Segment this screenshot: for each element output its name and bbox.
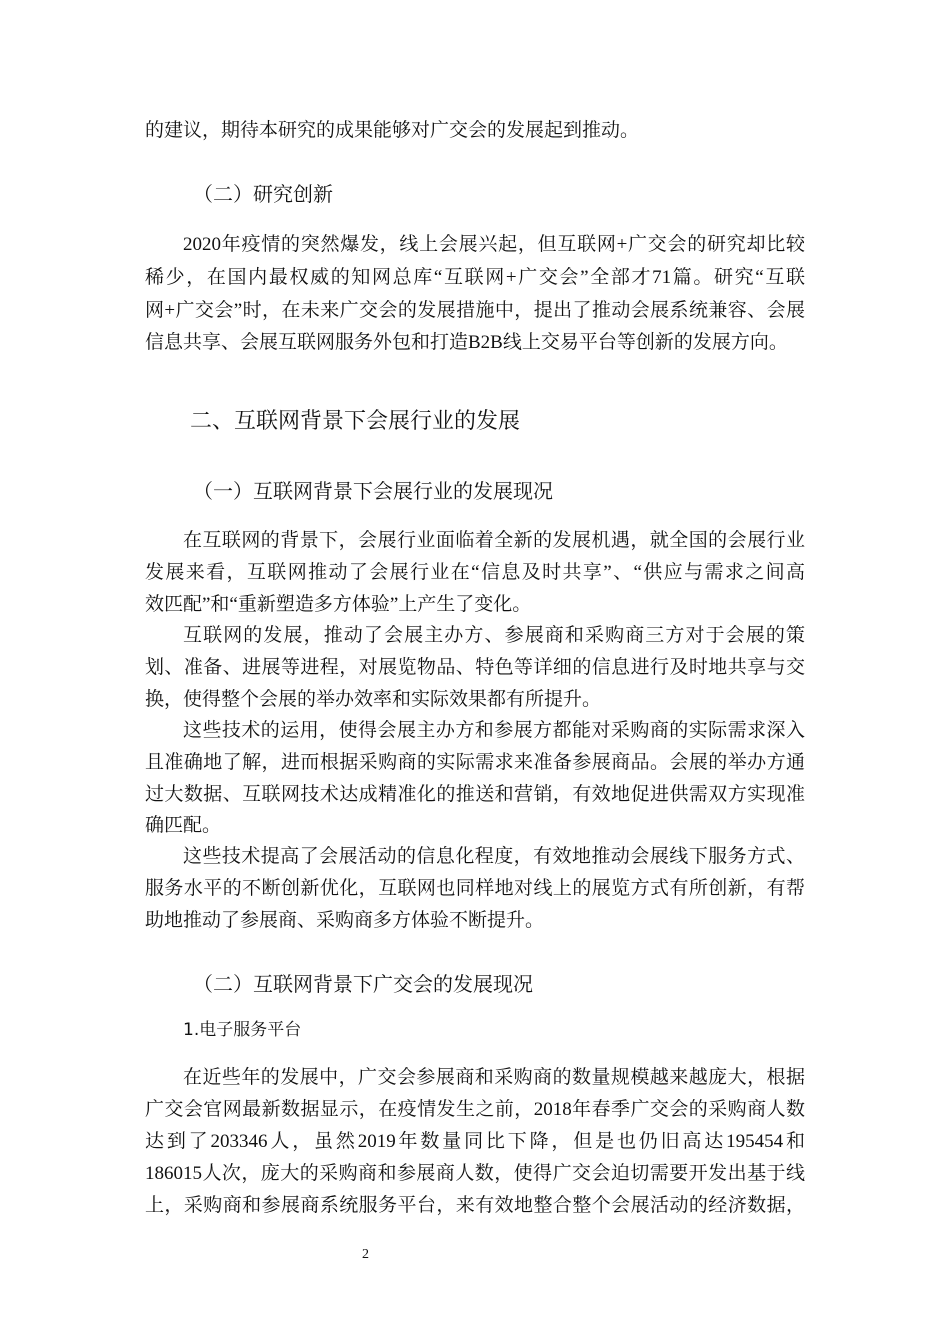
text-line: 发展来看，互联网推动了会展行业在“信息及时共享”、“供应与需求之间高 [145,562,805,583]
text-line: 稀少，在国内最权威的知网总库“互联网+广交会”全部才71篇。研究“互联 [145,267,805,288]
heading-e-service-platform: 1.电子服务平台 [183,1020,302,1040]
text-line: 换，使得整个会展的举办效率和实际效果都有所提升。 [145,689,602,710]
text-line: 这些技术提高了会展活动的信息化程度，有效地推动会展线下服务方式、 [183,846,805,867]
text-line: 186015人次，庞大的采购商和参展商人数，使得广交会迫切需要开发出基于线 [145,1163,805,1184]
heading-research-innovation: （二）研究创新 [193,182,333,206]
text-line: 互联网的发展，推动了会展主办方、参展商和采购商三方对于会展的策 [183,625,805,646]
heading-industry-status: （一）互联网背景下会展行业的发展现况 [193,479,553,503]
text-line: 上，采购商和参展商系统服务平台，来有效地整合整个会展活动的经济数据， [145,1195,805,1216]
text-line: 服务水平的不断创新优化，互联网也同样地对线上的展览方式有所创新，有帮 [145,878,805,899]
text-line: 划、准备、进展等进程，对展览物品、特色等详细的信息进行及时地共享与交 [145,657,805,678]
text-line: 的建议，期待本研究的成果能够对广交会的发展起到推动。 [145,120,640,141]
heading-section-2: 二、互联网背景下会展行业的发展 [190,409,521,434]
text-line: 效匹配”和“重新塑造多方体验”上产生了变化。 [145,594,532,615]
text-line: 信息共享、会展互联网服务外包和打造B2B线上交易平台等创新的发展方向。 [145,332,788,353]
text-line: 这些技术的运用，使得会展主办方和参展方都能对采购商的实际需求深入 [183,720,805,741]
heading-canton-fair-status: （二）互联网背景下广交会的发展现况 [193,972,533,996]
text-line: 达到了203346人，虽然2019年数量同比下降，但是也仍旧高达195454和 [145,1131,805,1152]
text-line: 在互联网的背景下，会展行业面临着全新的发展机遇，就全国的会展行业 [183,530,805,551]
text-line: 在近些年的发展中，广交会参展商和采购商的数量规模越来越庞大，根据 [183,1067,805,1088]
text-line: 且准确地了解，进而根据采购商的实际需求来准备参展商品。会展的举办方通 [145,752,805,773]
text-line: 助地推动了参展商、采购商多方体验不断提升。 [145,910,545,931]
text-line: 确匹配。 [145,815,222,836]
text-line: 广交会官网最新数据显示，在疫情发生之前，2018年春季广交会的采购商人数 [145,1099,805,1120]
text-line: 2020年疫情的突然爆发，线上会展兴起，但互联网+广交会的研究却比较 [183,234,805,255]
page-number: 2 [362,1247,369,1262]
text-line: 过大数据、互联网技术达成精准化的推送和营销，有效地促进供需双方实现准 [145,784,805,805]
text-line: 网+广交会”时，在未来广交会的发展措施中，提出了推动会展系统兼容、会展 [145,300,805,321]
